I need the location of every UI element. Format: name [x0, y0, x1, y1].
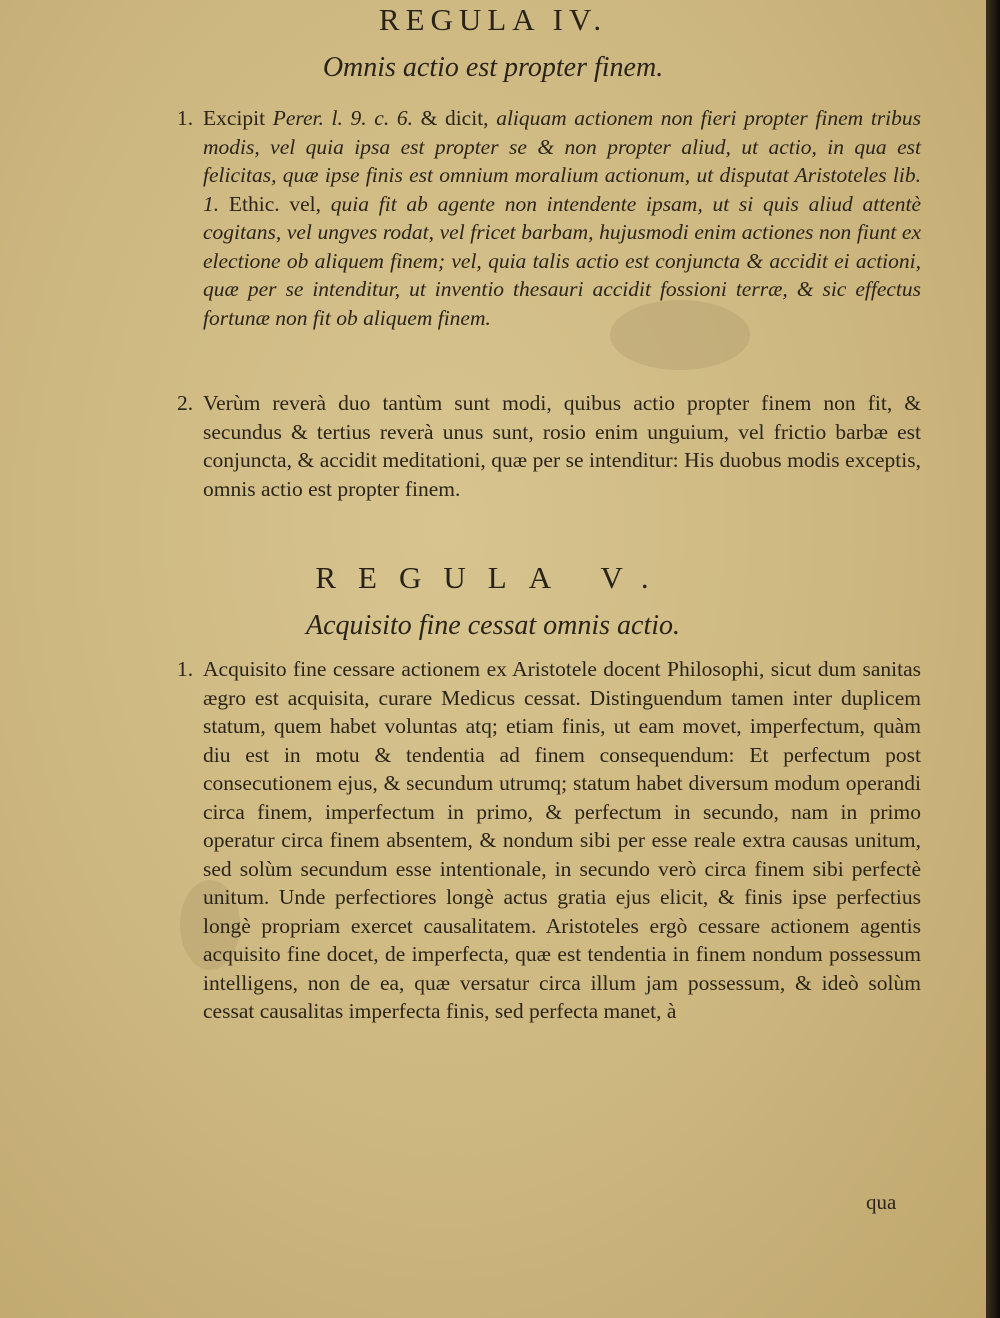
regula-5-title: Acquisito fine cessat omnis actio. — [305, 610, 681, 641]
regula-4-paragraph-1: 1. Excipit Perer. l. 9. c. 6. & dicit, aliquam actionem non fieri propter finem tribus modis, vel quia ipsa est propter se & non propter aliud, ut actio, in qua est felicitas, quæ ipse finis est omnium moralium actionum, ut disputat Aristoteles lib. 1. Ethic. vel, quia fit ab agente non intendente ipsam, ut si quis aliud attentè cogitans, vel ungves rodat, vel fricet barbam, hujusmodi enim actiones non fiunt ex electione ob aliquem finem; vel, quia talis actio est conjuncta & accidit ei actioni, quæ per se intenditur, ut inventio thesauri accidit fossioni terræ, & sic effectus fortunæ non fit ob aliquem finem. — [177, 106, 922, 330]
regula-4-title: Omnis actio est propter finem. — [322, 52, 664, 83]
regula-4-heading: REGULA IV. — [378, 2, 608, 37]
catchword: qua — [866, 1190, 897, 1214]
book-spine-edge — [986, 0, 1000, 1318]
regula-5-heading: REGULA V. — [315, 560, 671, 595]
regula-4-paragraph-2: 2. Verùm reverà duo tantùm sunt modi, quibus actio propter finem non fit, & secundus & tertius reverà unus sunt, rosio enim unguium, vel frictio barbæ est conjuncta, & accidit meditationi, quæ per se intenditur: His duobus modis exceptis, omnis actio est propter finem. — [177, 391, 921, 501]
regula-5-paragraph-1: 1. Acquisito fine cessare actionem ex Aristotele docent Philosophi, sicut dum sanitas ægro est acquisita, curare Medicus cessat. Distinguendum tamen inter duplicem statum, quem habet voluntas atq; etiam finis, ut eam movet, imperfectum, quàm diu est in motu & tendentia ad finem consequendum: Et perfectum post consecutionem ejus, & secundum utrumq; statum habet diversum modum operandi circa finem, imperfectum in primo, & perfectum in secundo, nam in primo operatur circa finem absentem, & nondum sibi per esse reale extra causas unitum, sed solùm secundum esse intentionale, in secundo verò circa finem sibi perfectè unitum. Unde perfectiores longè actus gratia ejus elicit, & finis ipse perfectius longè propriam exercet causalitatem. Aristoteles ergò cessare actionem agentis acquisito fine docet, de imperfecta, quæ est tendentia in finem nondum possessum intelligens, non de ea, quæ versatur circa illum jam possessum, & ideò solùm cessat causalitas imperfecta finis, sed perfecta manet, à — [177, 657, 921, 1023]
